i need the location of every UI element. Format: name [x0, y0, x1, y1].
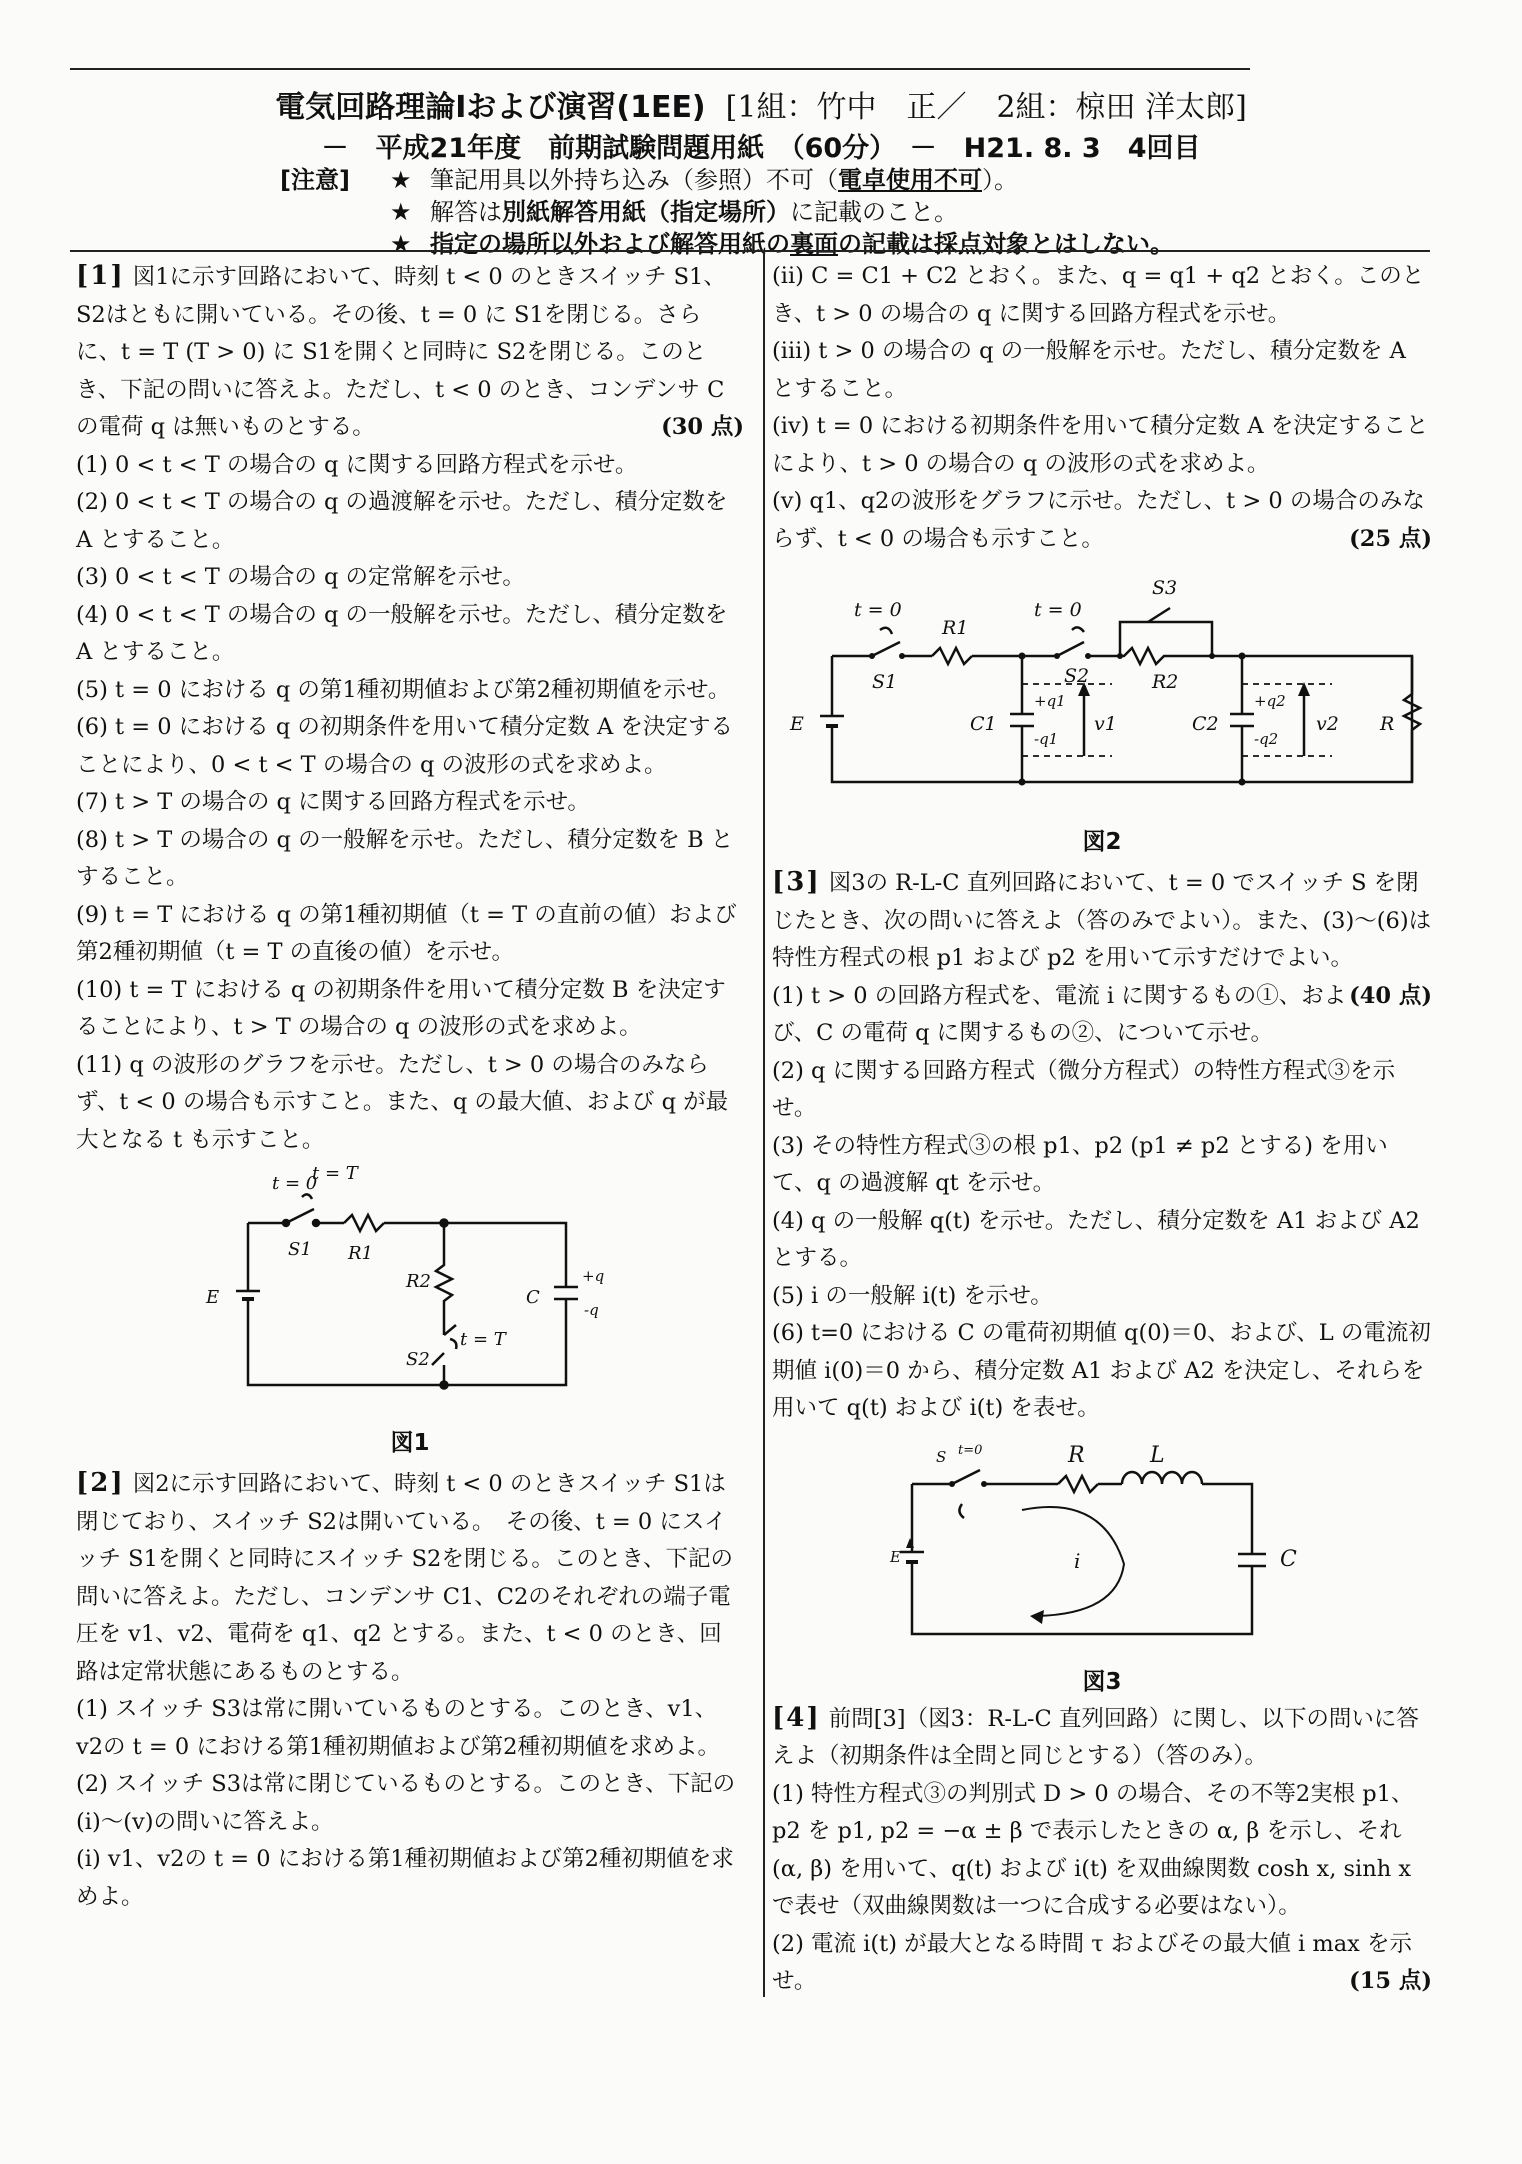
- exam-subtitle: － 平成21年度 前期試験問題用紙 （60分） － H21. 8. 3 4回目: [321, 133, 1201, 164]
- label-C: C: [1280, 1546, 1297, 1572]
- q1-item: (3) 0 < t < T の場合の q の定常解を示せ。: [76, 564, 525, 590]
- circuit-diagram-3: [772, 1434, 1432, 1666]
- figure-1: [76, 1165, 744, 1459]
- label-R1: R1: [348, 1243, 374, 1264]
- notice-label: [注意]: [280, 166, 350, 194]
- label-S3: S3: [1152, 577, 1178, 599]
- label-S2: S2: [1064, 665, 1090, 687]
- figure-1-caption: 図1: [390, 1430, 430, 1456]
- notice-line-1: [280, 164, 1174, 196]
- circuit-diagram-2: [772, 564, 1432, 826]
- label-L: L: [1150, 1442, 1165, 1468]
- q3-item: (1) t > 0 の回路方程式を、電流 i に関するもの①、および、C の電荷 q に関するもの②、について示せ。: [772, 982, 1347, 1046]
- q3-item: (2) q に関する回路方程式（微分方程式）の特性方程式③を示せ。: [772, 1057, 1396, 1121]
- q2-intro-text: 図2に示す回路において、時刻 t < 0 のときスイッチ S1は閉じており、スイッチ S2は開いている。 その後、t = 0 にスイッチ S1を開くと同時にスイッチ S2を閉じる。このとき、下記の問いに答えよ。ただし、コンデンサ C1、C2のそれぞれの端子電圧を v1、v2、電荷を q1、q2 とする。また、t < 0 のとき、回路は定常状態にあるものとする。: [76, 1471, 733, 1685]
- q3-label: [3]: [772, 867, 821, 897]
- label-t0: t = 0: [272, 1173, 318, 1194]
- notice-emphasis: 電卓使用不可: [838, 166, 982, 194]
- label-plus-q1: +q1: [1034, 692, 1066, 710]
- q4-label: [4]: [772, 1702, 821, 1733]
- notice-emphasis: 別紙解答用紙（指定場所）: [502, 198, 790, 226]
- q4-intro: [772, 1700, 1432, 1776]
- label-S1: S1: [872, 671, 898, 693]
- notice-text: の記載は採点対象とはしない。: [838, 230, 1174, 258]
- notice-line-3: [280, 228, 1174, 260]
- q1-item: (9) t = T における q の第1種初期値（t = T の直前の値）および第2種初期値（t = T の直後の値）を示せ。: [76, 901, 737, 965]
- q1-item: (1) 0 < t < T の場合の q に関する回路方程式を示せ。: [76, 451, 638, 478]
- q2-points: (25 点): [1349, 525, 1432, 552]
- q4-item-text: (2) 電流 i(t) が最大となる時間 τ およびその最大値 i max を示せ。: [772, 1930, 1412, 1994]
- course-title: 電気回路理論Ⅰおよび演習(1EE): [275, 90, 706, 125]
- label-S: S: [936, 1447, 947, 1466]
- q3-intro-text: 図3の R-L-C 直列回路において、t = 0 でスイッチ S を閉じたとき、次の問いに答えよ（答のみでよい）。また、(3)〜(6)は特性方程式の根 p1 および p2 を用いて示すだけでよい。: [772, 870, 1432, 971]
- q1-intro: [76, 258, 744, 447]
- q2-item: (ii) C = C1 + C2 とおく。また、q = q1 + q2 とおく。このとき、t > 0 の場合の q に関する回路方程式を示せ。: [772, 263, 1425, 327]
- label-R2: R2: [1152, 671, 1179, 693]
- label-i: i: [1074, 1548, 1081, 1573]
- notice-block: [280, 164, 1174, 260]
- q4-item: (1) 特性方程式③の判別式 D > 0 の場合、その不等2実根 p1、p2 を p1, p2 = −α ± β で表示したときの α, β を示し、それ (α, β) を用いて、q(t) および i(t) を双曲線関数 cosh x, sinh x で表せ（双曲線関数は一つに合成する必要はない）。: [772, 1780, 1414, 1919]
- q3-item: (4) q の一般解 q(t) を示せ。ただし、積分定数を A1 および A2 とする。: [772, 1207, 1420, 1271]
- figure-3-caption: 図3: [1082, 1668, 1122, 1695]
- label-R: R: [1068, 1442, 1085, 1468]
- label-S1: S1: [288, 1239, 312, 1260]
- label-t0-s2: t = 0: [1034, 599, 1082, 621]
- star-icon: ★: [390, 198, 412, 226]
- q1-label: [1]: [76, 261, 125, 291]
- q1-points: (30 点): [661, 414, 744, 440]
- label-E: E: [790, 713, 804, 735]
- q3-intro: [772, 864, 1432, 1009]
- star-icon: ★: [390, 166, 412, 194]
- label-C: C: [526, 1287, 540, 1308]
- q2-item: [772, 483, 1432, 558]
- exam-title: [0, 82, 1522, 126]
- label-minus-q2: -q2: [1254, 730, 1279, 748]
- q2-item: (iv) t = 0 における初期条件を用いて積分定数 A を決定することにより、t > 0 の場合の q の波形の式を求めよ。: [772, 413, 1429, 477]
- notice-emphasis: 裏面: [790, 230, 838, 258]
- label-R2: R2: [406, 1271, 432, 1292]
- q4-intro-text: 前問[3]（図3：R-L-C 直列回路）に関し、以下の問いに答えよ（初期条件は全問と同じとする）（答のみ）。: [772, 1705, 1419, 1769]
- q2-item: (2) スイッチ S3は常に閉じているものとする。このとき、下記の(i)〜(v)の問いに答えよ。: [76, 1771, 736, 1835]
- label-R1: R1: [942, 617, 969, 639]
- label-S2: S2: [406, 1349, 430, 1370]
- left-column: [76, 258, 744, 1916]
- q1-item: (5) t = 0 における q の第1種初期値および第2種初期値を示せ。: [76, 676, 731, 703]
- q2-item-text: (v) q1、q2の波形をグラフに示せ。ただし、t > 0 の場合のみならず、t < 0 の場合も示すこと。: [772, 488, 1425, 552]
- notice-line-2: [280, 196, 1174, 228]
- column-top-rule: [70, 250, 1430, 252]
- label-C1: C1: [970, 713, 997, 735]
- figure-2: [772, 564, 1432, 858]
- notice-text: に記載のこと。: [790, 198, 958, 226]
- label-E: E: [890, 1547, 901, 1566]
- q4-item: [772, 1926, 1432, 2001]
- q3-item: (6) t=0 における C の電荷初期値 q(0)＝0、および、L の電流初期値 i(0)＝0 から、積分定数 A1 および A2 を決定し、それらを用いて q(t) および i(t) を表せ。: [772, 1320, 1431, 1421]
- q1-item: (7) t > T の場合の q に関する回路方程式を示せ。: [76, 789, 590, 815]
- right-column: [772, 258, 1432, 2001]
- label-t0: t=0: [958, 1442, 983, 1458]
- circuit-diagram-1: [76, 1165, 744, 1427]
- q1-item: (4) 0 < t < T の場合の q の一般解を示せ。ただし、積分定数を A とすること。: [76, 601, 728, 665]
- q2-intro: [76, 1465, 744, 1691]
- notice-text: ）。: [982, 166, 1018, 194]
- figure-3: [772, 1434, 1432, 1698]
- teacher-names: [1組：竹中 正／ 2組：椋田 洋太郎]: [725, 90, 1247, 125]
- label-plus-q: +q: [582, 1267, 605, 1285]
- notice-text: 解答は: [430, 198, 502, 226]
- star-icon: ★: [390, 230, 412, 258]
- q3-points: (40 点): [1349, 982, 1432, 1009]
- label-v1: v1: [1094, 713, 1117, 735]
- label-tT: t = T: [312, 1165, 358, 1184]
- q2-label: [2]: [76, 1468, 125, 1498]
- q2-item: (1) スイッチ S3は常に開いているものとする。このとき、v1、v2の t = 0 における第1種初期値および第2種初期値を求めよ。: [76, 1696, 720, 1760]
- q1-item: (10) t = T における q の初期条件を用いて積分定数 B を決定することにより、t > T の場合の q の波形の式を求めよ。: [76, 976, 726, 1040]
- column-divider: [763, 252, 765, 1997]
- q4-points: (15 点): [1349, 1968, 1432, 1994]
- q1-item: (2) 0 < t < T の場合の q の過渡解を示せ。ただし、積分定数を A とすること。: [76, 489, 728, 553]
- q2-item: (iii) t > 0 の場合の q の一般解を示せ。ただし、積分定数を A とすること。: [772, 338, 1406, 402]
- figure-2-caption: 図2: [1082, 829, 1122, 855]
- label-plus-q2: +q2: [1254, 692, 1286, 710]
- label-t0-s1: t = 0: [854, 599, 902, 621]
- q2-item: (i) v1、v2の t = 0 における第1種初期値および第2種初期値を求めよ。: [76, 1846, 734, 1910]
- label-R: R: [1380, 713, 1395, 735]
- q1-intro-text: 図1に示す回路において、時刻 t < 0 のときスイッチ S1、S2はともに開いている。その後、t = 0 に S1を閉じる。さらに、t = T (T > 0) に S1を開くと同時に S2を閉じる。このとき、下記の問いに答えよ。ただし、t < 0 のとき、コンデンサ C の電荷 q は無いものとする。: [76, 264, 726, 440]
- notice-text: 筆記用具以外持ち込み（参照）不可（: [430, 166, 838, 194]
- label-C2: C2: [1192, 713, 1219, 735]
- q3-item: (3) その特性方程式③の根 p1、p2 (p1 ≠ p2 とする) を用いて、q の過渡解 qt を示せ。: [772, 1132, 1388, 1196]
- q1-item: (8) t > T の場合の q の一般解を示せ。ただし、積分定数を B とすること。: [76, 826, 734, 890]
- q1-item: (11) q の波形のグラフを示せ。ただし、t > 0 の場合のみならず、t < 0 の場合も示すこと。また、q の最大値、および q が最大となる t も示すこと。: [76, 1051, 729, 1153]
- header-top-rule: [70, 68, 1250, 70]
- q1-item: (6) t = 0 における q の初期条件を用いて積分定数 A を決定することにより、0 < t < T の場合の q の波形の式を求めよ。: [76, 714, 733, 778]
- notice-text: 指定の場所以外および解答用紙の: [430, 230, 790, 258]
- label-v2: v2: [1316, 713, 1339, 735]
- label-tT2: t = T: [460, 1329, 506, 1350]
- q3-item: (5) i の一般解 i(t) を示せ。: [772, 1282, 1053, 1309]
- label-E: E: [206, 1287, 220, 1308]
- label-minus-q: -q: [584, 1301, 599, 1319]
- label-minus-q1: -q1: [1034, 730, 1059, 748]
